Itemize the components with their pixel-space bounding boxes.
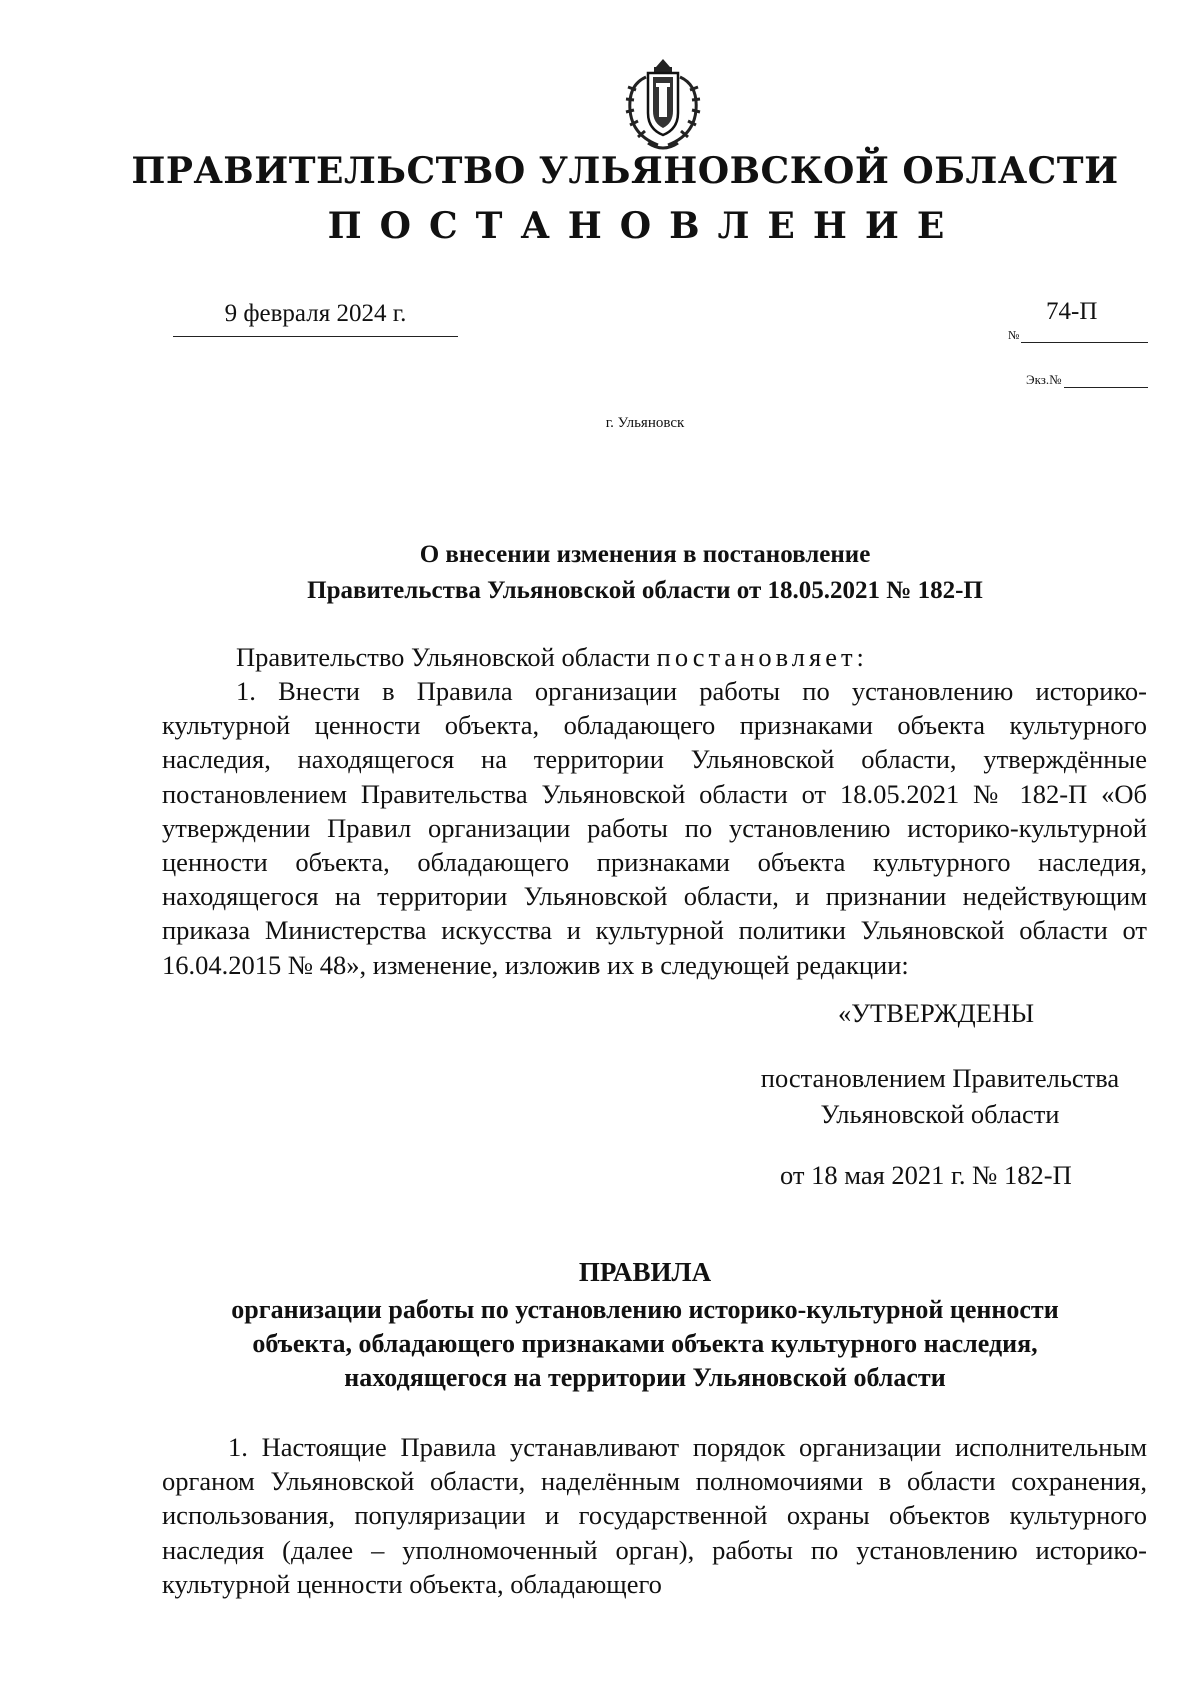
number-underline [1021,330,1148,343]
preamble-resolves: постановляет: [656,642,868,672]
document-number-field [1008,298,1148,343]
approval-by-line-1: постановлением Правительства [760,1063,1120,1093]
rules-subtitle-1: организации работы по установлению историко-культурной ценности [231,1295,1059,1324]
date-underline [173,336,458,337]
preamble [162,640,1147,674]
rules-paragraph-1: 1. Настоящие Правила устанавливают порядок организации исполнительным органом Ульяновской области, наделённым полномочиями в области сохранения, использования, популяризации и государственной охраны объектов культурного наследия (далее – уполномоченный орган), работы по установлению историко-культурной ценности объекта, обладающего [162,1432,1147,1599]
approval-heading: «УТВЕРЖДЕНЫ [838,998,1035,1028]
approval-date: от 18 мая 2021 г. № 182-П [780,1160,1072,1190]
document-number: 74-П [1046,298,1098,325]
rules-subtitle-2: объекта, обладающего признаками объекта культурного наследия, [252,1329,1038,1358]
document-subject [0,537,1200,609]
rules-title-block [0,1255,1200,1395]
coat-of-arms-icon [618,55,708,155]
approval-by-line-2: Ульяновской области [820,1099,1060,1129]
approval-by [740,1060,1140,1132]
number-label: № [1008,328,1020,342]
subject-line-2: Правительства Ульяновской области от 18.05.2021 № 182-П [307,577,983,604]
city: г. Ульяновск [605,415,685,431]
paragraph-1: 1. Внести в Правила организации работы по установлению историко-культурной ценности объекта, обладающего признаками объекта культурного наследия, находящегося на территории Ульяновской области, утверждённые постановлением Правительства Ульяновской области от 18.05.2021 № 182-П «Об утверждении Правил организации работы по установлению историко-культурной ценности объекта, обладающего признаками объекта культурного наследия, находящегося на территории Ульяновской области, и признании недействующим приказа Министерства искусства и культурной политики Ульяновской области от 16.04.2015 № 48», изменение, изложив их в следующей редакции: [162,676,1147,980]
copy-number-field [1026,372,1148,388]
document-date-field [173,300,458,337]
rules-subtitle-3: находящегося на территории Ульяновской области [344,1363,946,1392]
copy-label: Экз.№ [1026,372,1062,387]
subject-line-1: О внесении изменения в постановление [419,541,871,568]
document-date: 9 февраля 2024 г. [224,300,407,327]
number-row [1008,328,1148,343]
document-type: ПОСТАНОВЛЕНИЕ [327,205,963,247]
rules-title: ПРАВИЛА [578,1257,712,1287]
preamble-text: Правительство Ульяновской области [236,642,657,672]
copy-underline [1064,375,1148,388]
organization-title: ПРАВИТЕЛЬСТВО УЛЬЯНОВСКОЙ ОБЛАСТИ [131,150,1119,192]
